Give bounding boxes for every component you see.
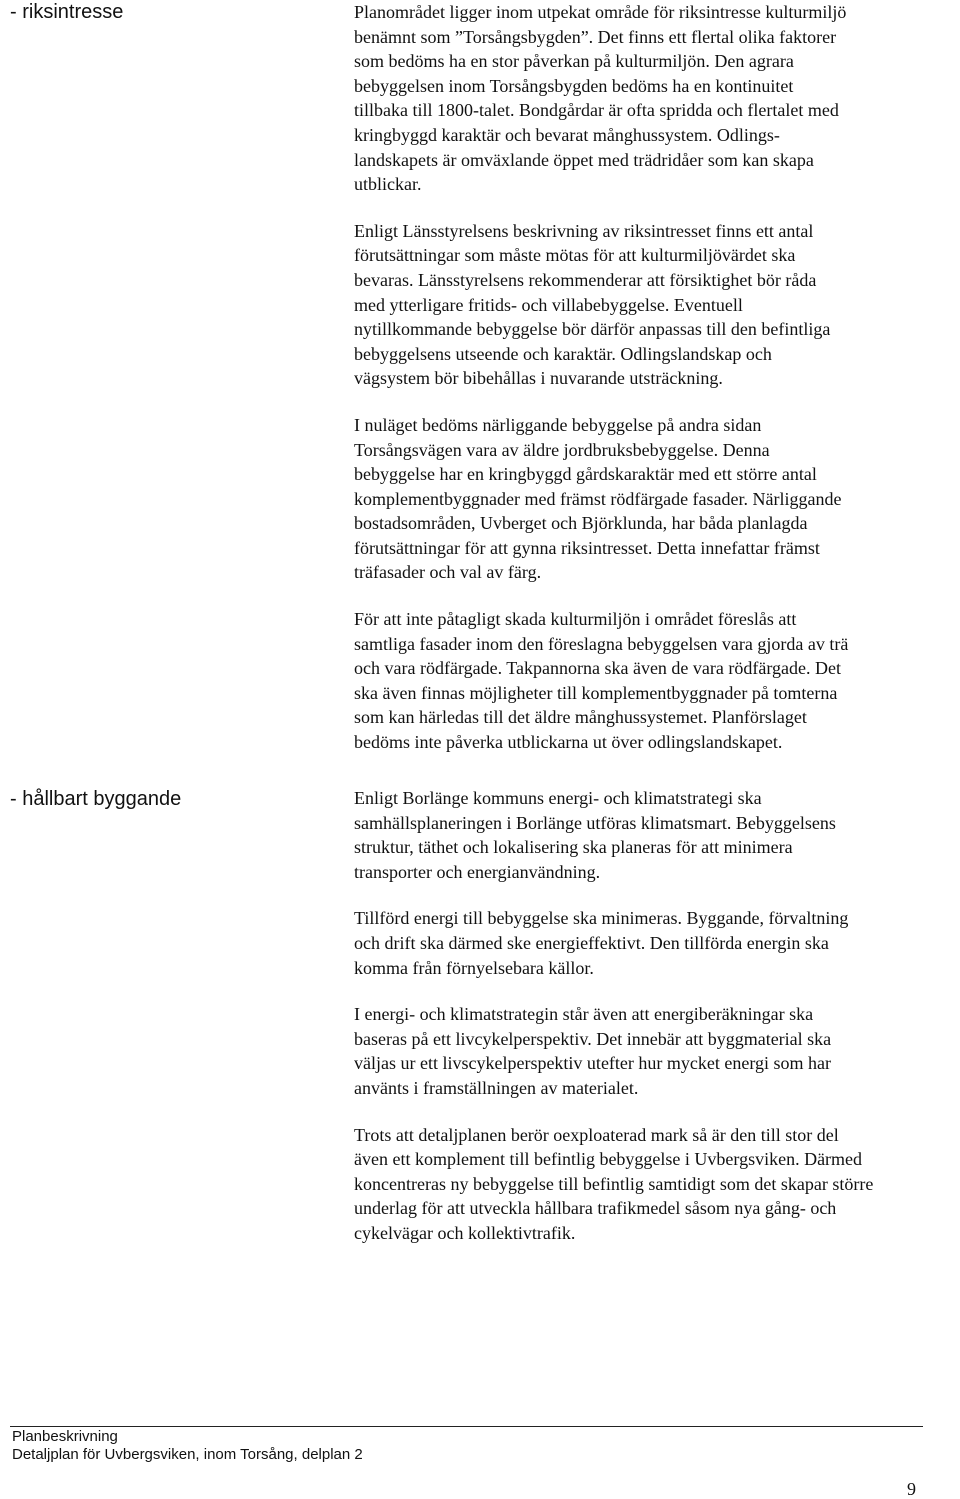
- text-line: väljas ur ett livscykelperspektiv utefter hur mycket energi som har: [354, 1053, 832, 1074]
- text-line: benämnt som ”Torsångsbygden”. Det finns ett flertal olika faktorer: [354, 26, 837, 47]
- paragraph: [354, 413, 960, 585]
- text-line: komplementbyggnader med främst rödfärgade fasader. Närliggande: [354, 488, 842, 509]
- section-body-hallbart-byggande: [354, 786, 960, 1246]
- text-line: utblickar.: [354, 174, 422, 195]
- paragraph: [354, 607, 960, 755]
- text-line: använts i framställningen av materialet.: [354, 1077, 639, 1098]
- footer-document-title: Detaljplan för Uvbergsviken, inom Torsång, delplan 2: [12, 1446, 363, 1463]
- text-line: I nuläget bedöms närliggande bebyggelse på andra sidan: [354, 414, 762, 435]
- text-line: Enligt Länsstyrelsens beskrivning av riksintresset finns ett antal: [354, 220, 814, 241]
- text-line: bebyggelse har en kringbyggd gårdskaraktär med ett större antal: [354, 464, 817, 485]
- text-line: Torsångsvägen vara av äldre jordbruksbebyggelse. Denna: [354, 439, 770, 460]
- paragraph: [354, 219, 960, 391]
- text-line: Trots att detaljplanen berör oexploaterad mark så är den till stor del: [354, 1124, 839, 1145]
- text-line: Planområdet ligger inom utpekat område för riksintresse kulturmiljö: [354, 2, 847, 22]
- text-line: transporter och energianvändning.: [354, 861, 601, 882]
- paragraph: [354, 1123, 960, 1246]
- text-line: med ytterligare fritids- och villabebyggelse. Eventuell: [354, 294, 743, 315]
- text-line: samtliga fasader inom den föreslagna bebyggelsen vara gjorda av trä: [354, 633, 849, 654]
- text-line: tillbaka till 1800-talet. Bondgårdar är ofta spridda och flertalet med: [354, 100, 839, 121]
- text-line: träfasader och val av färg.: [354, 562, 542, 583]
- paragraph: [354, 0, 960, 197]
- footer-divider: [10, 1426, 923, 1427]
- text-line: Tillförd energi till bebyggelse ska minimeras. Byggande, förvaltning: [354, 908, 849, 929]
- paragraph: [354, 786, 960, 884]
- text-line: landskapets är omväxlande öppet med trädridåer som kan skapa: [354, 149, 814, 170]
- text-line: kringbyggd karaktär och bevarat månghussystem. Odlings-: [354, 124, 780, 145]
- text-line: bevaras. Länsstyrelsens rekommenderar att försiktighet bör råda: [354, 269, 817, 290]
- text-line: och vara rödfärgade. Takpannorna ska även de vara rödfärgade. Det: [354, 658, 842, 679]
- text-line: För att inte påtagligt skada kulturmiljön i området föreslås att: [354, 609, 797, 630]
- text-line: förutsättningar som måste mötas för att kulturmiljövärdet ska: [354, 245, 796, 266]
- text-line: I energi- och klimatstrategin står även att energiberäkningar ska: [354, 1004, 814, 1025]
- text-line: bostadsområden, Uvberget och Björklunda, har båda planlagda: [354, 513, 808, 534]
- paragraph: [354, 906, 960, 980]
- text-line: vägsystem bör bibehållas i nuvarande utsträckning.: [354, 368, 723, 389]
- section-heading-hallbart-byggande: - hållbart byggande: [10, 788, 182, 810]
- text-line: cykelvägar och kollektivtrafik.: [354, 1222, 576, 1243]
- text-line: även ett komplement till befintlig bebyggelse i Uvbergsviken. Därmed: [354, 1149, 863, 1170]
- text-line: bedöms inte påverka utblickarna ut över odlingslandskapet.: [354, 732, 783, 753]
- paragraph: [354, 1002, 960, 1100]
- text-line: samhällsplaneringen i Borlänge utföras klimatsmart. Bebyggelsens: [354, 812, 836, 833]
- text-line: nytillkommande bebyggelse bör därför anpassas till den befintliga: [354, 319, 831, 340]
- text-line: koncentreras ny bebyggelse till befintlig samtidigt som det skapar större: [354, 1173, 874, 1194]
- text-line: förutsättningar för att gynna riksintresset. Detta innefattar främst: [354, 537, 820, 558]
- text-line: bebyggelsen inom Torsångsbygden bedöms ha en kontinuitet: [354, 75, 794, 96]
- text-line: underlag för att utveckla hållbara trafikmedel såsom nya gång- och: [354, 1198, 837, 1219]
- text-line: Enligt Borlänge kommuns energi- och klimatstrategi ska: [354, 788, 762, 808]
- text-line: och drift ska därmed ske energieffektivt. Den tillförda energin ska: [354, 932, 829, 953]
- footer-document-type: Planbeskrivning: [12, 1428, 118, 1445]
- section-body-riksintresse: [354, 0, 960, 755]
- text-line: som kan härledas till det äldre månghussystemet. Planförslaget: [354, 707, 807, 728]
- text-line: komma från förnyelsebara källor.: [354, 957, 594, 978]
- page-number: 9: [907, 1479, 916, 1499]
- text-line: bebyggelsens utseende och karaktär. Odlingslandskap och: [354, 343, 772, 364]
- text-line: baseras på ett livcykelperspektiv. Det innebär att byggmaterial ska: [354, 1028, 832, 1049]
- section-heading-riksintresse: - riksintresse: [10, 1, 124, 23]
- text-line: struktur, täthet och lokalisering ska planeras för att minimera: [354, 837, 793, 858]
- text-line: ska även finnas möjligheter till komplementbyggnader på tomterna: [354, 682, 838, 703]
- text-line: som bedöms ha en stor påverkan på kulturmiljön. Den agrara: [354, 51, 794, 72]
